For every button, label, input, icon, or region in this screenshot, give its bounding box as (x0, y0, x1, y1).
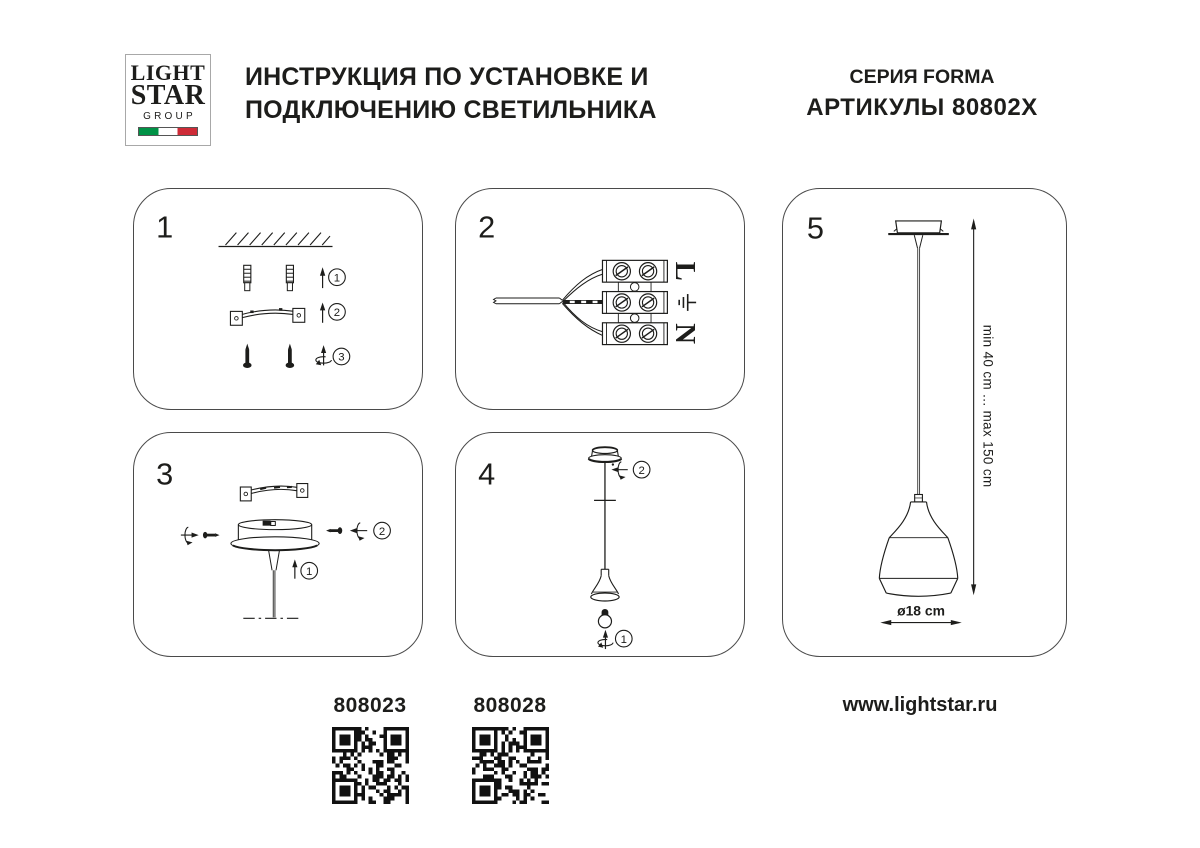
terminal-row-n (602, 323, 667, 345)
svg-text:1: 1 (333, 272, 341, 285)
step-1-badge (329, 269, 346, 286)
terminal-block-icon (602, 260, 667, 344)
pendant-cord-icon (243, 550, 300, 618)
lamp-shade-icon (879, 502, 957, 596)
step-4-diagram (456, 433, 744, 656)
terminal-label-n: N (669, 323, 702, 345)
logo-word-group: GROUP (143, 111, 196, 122)
earth-symbol-icon (679, 294, 696, 311)
svg-text:2: 2 (378, 525, 386, 538)
step-5-diagram (783, 189, 1066, 656)
qr-code-808023 (332, 727, 409, 804)
articles-label: АРТИКУЛЫ 80802X (806, 94, 1038, 121)
screw-rotation-icon (350, 523, 367, 541)
pendant-cord-icon (594, 462, 616, 570)
figure-step-5 (782, 188, 1067, 657)
figure-step-1 (133, 188, 423, 410)
svg-text:3: 3 (338, 351, 345, 364)
up-arrow-icon (320, 267, 325, 288)
dowel-icon (286, 265, 293, 290)
height-range-label: min 40 cm ... max 150 cm (980, 324, 996, 488)
terminal-label-l: L (669, 261, 702, 281)
lightstar-logo (125, 54, 211, 146)
step-3-diagram (134, 433, 422, 656)
website-url: www.lightstar.ru (842, 694, 998, 716)
logo-word-light: LIGHT (130, 60, 206, 85)
step-1-diagram (134, 189, 422, 409)
pendant-cord-icon (915, 248, 923, 502)
screw-icon (243, 344, 252, 368)
terminal-row-earth (602, 292, 667, 314)
ceiling-hatch-icon (219, 233, 333, 247)
screw-icon (203, 532, 220, 539)
step-2-badge (633, 461, 650, 478)
step-number: 2 (478, 209, 496, 245)
mounting-bracket-icon (240, 484, 307, 501)
diameter-label: ø18 cm (897, 602, 945, 619)
step-number: 5 (806, 210, 824, 246)
qr-code-808028 (472, 727, 549, 804)
figure-step-4 (455, 432, 745, 657)
screw-icon (286, 344, 295, 368)
step-1-badge (615, 630, 632, 647)
svg-text:2: 2 (638, 464, 645, 477)
step-2-diagram (456, 189, 744, 409)
article-number-1: 808023 (333, 694, 407, 717)
step-2-badge (329, 304, 346, 321)
article-number-2: 808028 (473, 694, 547, 717)
step-2-badge (374, 522, 391, 539)
page-title (245, 61, 657, 126)
step-number: 3 (156, 456, 174, 492)
svg-text:1: 1 (620, 633, 627, 646)
wire-neutral-icon (562, 301, 603, 335)
wire-earth-icon (562, 300, 603, 303)
canopy-icon (888, 221, 949, 248)
step-1-badge (301, 562, 318, 579)
diameter-dimension-arrow (880, 620, 961, 625)
light-bulb-icon (598, 609, 611, 628)
series-label: СЕРИЯ FORMA (849, 66, 995, 88)
canopy-icon (231, 520, 319, 551)
step-number: 4 (478, 456, 496, 492)
mounting-bracket-icon (230, 308, 304, 325)
step-number: 1 (156, 209, 174, 245)
screw-icon (326, 527, 342, 534)
page-title-line1: ИНСТРУКЦИЯ ПО УСТАНОВКЕ И (245, 63, 649, 91)
screw-rotation-icon (316, 345, 331, 365)
screw-rotation-icon (181, 527, 199, 545)
mains-cable-icon (494, 298, 563, 304)
up-arrow-icon (292, 559, 297, 578)
svg-text:1: 1 (306, 565, 313, 578)
lamp-shade-icon (591, 569, 619, 601)
italian-flag-icon (138, 127, 198, 136)
up-arrow-icon (320, 302, 325, 322)
page-title-line2: ПОДКЛЮЧЕНИЮ СВЕТИЛЬНИКА (245, 95, 657, 124)
svg-text:2: 2 (333, 307, 341, 320)
logo-word-star: STAR (130, 80, 206, 111)
figure-step-2 (455, 188, 745, 410)
terminal-row-l (602, 260, 667, 282)
wire-live-icon (562, 269, 603, 302)
height-dimension-arrow (971, 218, 976, 595)
step-3-badge (333, 348, 350, 365)
dowel-icon (244, 265, 251, 290)
screw-rotation-icon (598, 630, 613, 649)
figure-step-3 (133, 432, 423, 657)
